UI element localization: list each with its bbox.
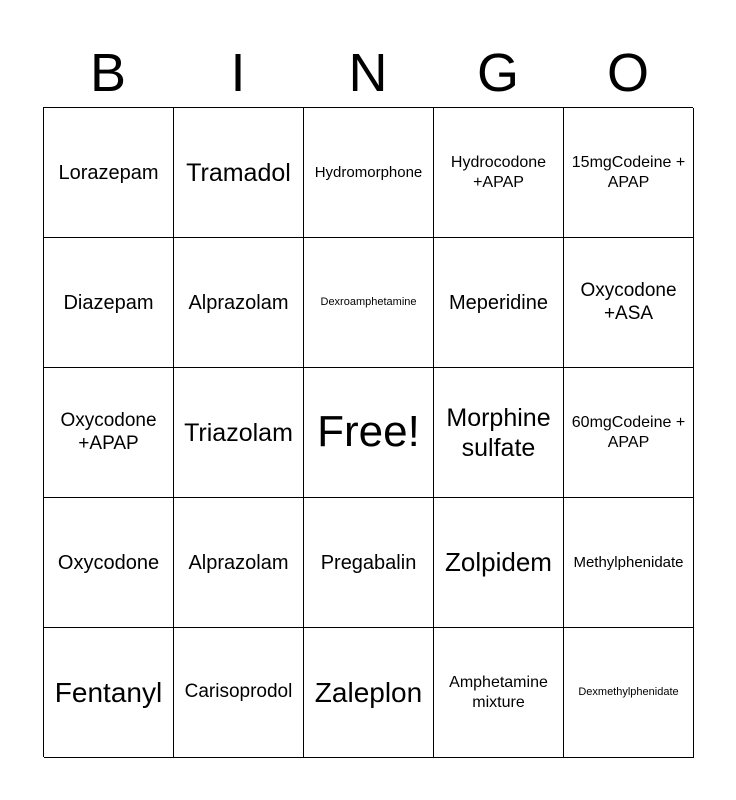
bingo-cell: Morphine sulfate [434, 368, 564, 498]
header-letter-g: G [476, 43, 519, 103]
bingo-cell: Methylphenidate [564, 498, 694, 628]
bingo-cell: Dexmethylphenidate [564, 628, 694, 758]
bingo-cell: Tramadol [174, 108, 304, 238]
bingo-cell: Pregabalin [304, 498, 434, 628]
bingo-cell: Hydromorphone [304, 108, 434, 238]
free-space: Free! [304, 368, 434, 498]
bingo-cell: Oxycodone [44, 498, 174, 628]
bingo-cell: Triazolam [174, 368, 304, 498]
bingo-cell: Zaleplon [304, 628, 434, 758]
bingo-cell: Oxycodone +APAP [44, 368, 174, 498]
bingo-cell: Fentanyl [44, 628, 174, 758]
header-letter-i: I [230, 43, 246, 103]
bingo-cell: Alprazolam [174, 498, 304, 628]
header-letter-n: N [348, 43, 388, 103]
bingo-cell: Diazepam [44, 238, 174, 368]
bingo-cell: Hydrocodone +APAP [434, 108, 564, 238]
header-letter-b: B [89, 43, 127, 103]
bingo-cell: Zolpidem [434, 498, 564, 628]
bingo-cell: 15mgCodeine + APAP [564, 108, 694, 238]
bingo-cell: Amphetamine mixture [434, 628, 564, 758]
bingo-cell: 60mgCodeine + APAP [564, 368, 694, 498]
bingo-cell: Lorazepam [44, 108, 174, 238]
header-letter-o: O [606, 43, 649, 103]
bingo-cell: Carisoprodol [174, 628, 304, 758]
bingo-cell: Dexroamphetamine [304, 238, 434, 368]
bingo-header [43, 40, 693, 106]
bingo-cell: Oxycodone +ASA [564, 238, 694, 368]
bingo-cell: Meperidine [434, 238, 564, 368]
bingo-cell: Alprazolam [174, 238, 304, 368]
bingo-board [43, 107, 693, 757]
